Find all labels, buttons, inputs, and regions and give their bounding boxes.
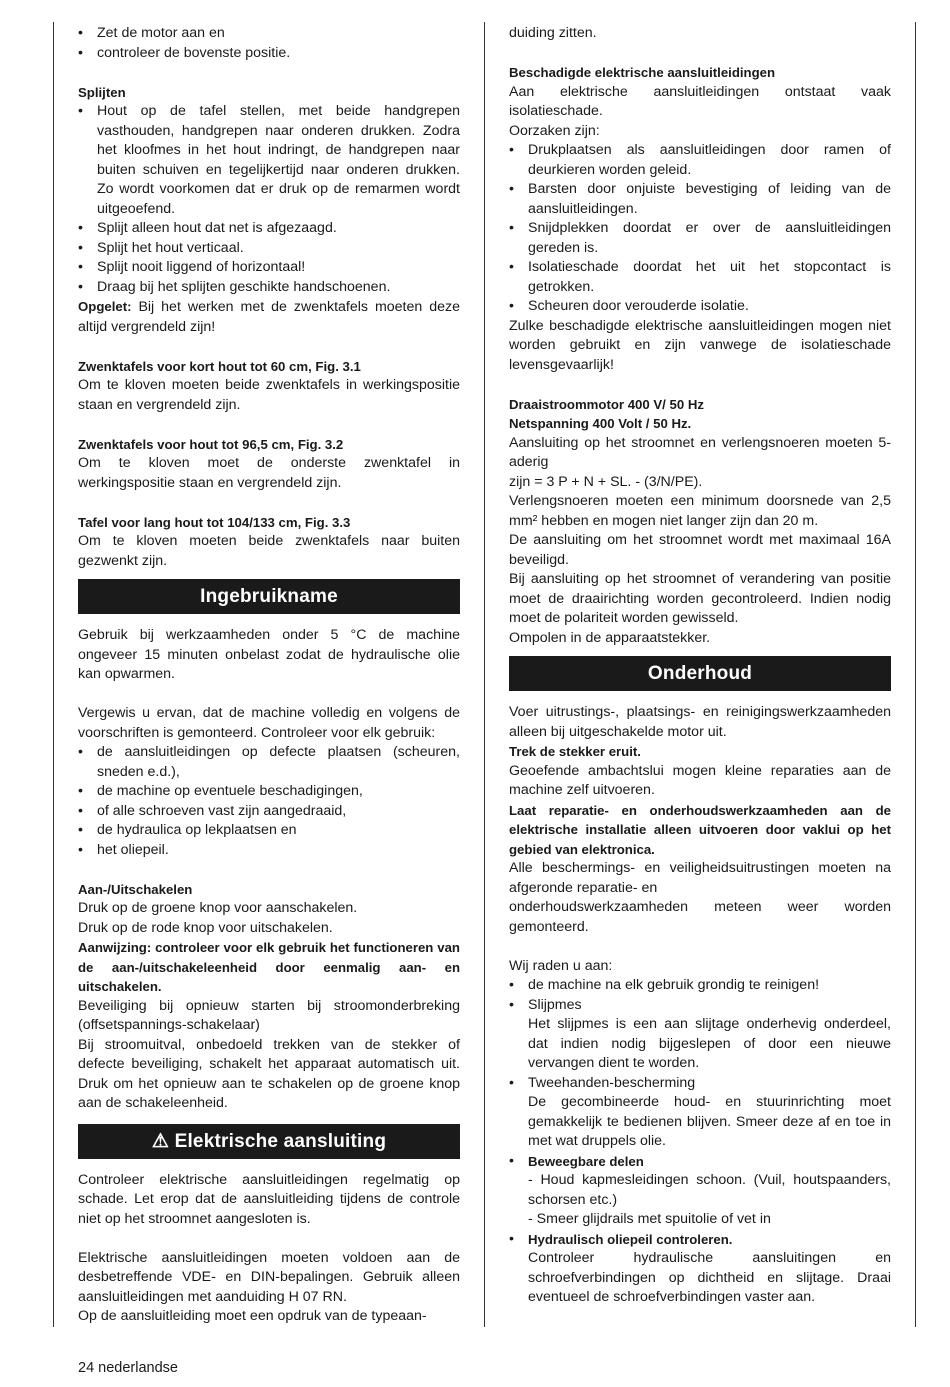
slijpmes-title: • Slijpmes <box>528 996 582 1013</box>
oorzaken-label: Oorzaken zijn: <box>509 122 600 139</box>
aan-line-1: Druk op de groene knop voor aanschakelen. <box>78 900 358 916</box>
opgelet-text: Bij het werken met de zwenktafels moeten deze altijd vergrendeld zijn! <box>78 299 460 335</box>
list-item: • Drukplaatsen als aansluitleidingen door ramen of deurkieren worden geleid. <box>509 141 891 180</box>
list-item: • of alle schroeven vast zijn aangedraaid, <box>78 802 460 822</box>
tafel-text: Om te kloven moeten beide zwenktafels naar buiten gezwenkt zijn. <box>78 533 460 569</box>
list-item <box>509 996 891 1074</box>
list-item <box>509 1074 891 1152</box>
right-column <box>509 24 891 1308</box>
left-margin-rule <box>53 22 54 1327</box>
onderhoud-paragraph-1: Voer uitrustings-, plaatsings- en reinigingswerkzaamheden alleen bij uitgeschakelde motor uit. <box>509 704 891 740</box>
ingebruikname-paragraph-2: Vergewis u ervan, dat de machine volledig en volgens de voorschriften is gemonteerd. Controleer voor elk gebruik: <box>78 705 460 741</box>
onderhoud-bold-1: Trek de stekker eruit. <box>509 744 641 759</box>
aanwijzing-note: Aanwijzing: controleer voor elk gebruik het functioneren van de aan-/uitschakeleenheid door eenmalig aan- en uitschakelen. <box>78 940 460 994</box>
draaistroom-line-3: Verlengsnoeren moeten een minimum doorsnede van 2,5 mm² hebben en mogen niet langer zijn dan 20 m. <box>509 493 891 529</box>
check-list <box>78 743 460 860</box>
splijten-heading: Splijten <box>78 84 126 100</box>
beweegbare-delen-line-2: - Smeer glijdrails met spuitolie of vet in <box>528 1211 771 1227</box>
hydraulisch-text: Controleer hydraulische aansluitingen en schroefverbindingen op dichtheid en slijtage. Draai eventueel de schroefverbindingen vaster aan. <box>528 1250 891 1305</box>
elektrische-aansluiting-banner <box>78 1124 460 1159</box>
onderhoud-paragraph-3a: Alle beschermings- en veiligheidsuitrustingen moeten na afgeronde reparatie- en <box>509 860 891 896</box>
beschadigde-heading: Beschadigde elektrische aansluitleidingen <box>509 65 776 80</box>
wij-raden-label: Wij raden u aan: <box>509 957 613 974</box>
beweegbare-delen-line-1: - Houd kapmesleidingen schoon. (Vuil, houtspaanders, schorsen etc.) <box>528 1172 891 1208</box>
column-divider-rule <box>484 22 485 1327</box>
draaistroom-heading-1: Draaistroommotor 400 V/ 50 Hz <box>509 396 704 412</box>
onderhoud-banner: Onderhoud <box>509 656 891 691</box>
list-item: • Snijdplekken doordat er over de aansluitleidingen gereden is. <box>509 219 891 258</box>
list-item: • de machine op eventuele beschadigingen, <box>78 782 460 802</box>
zwenktafel-2-text: Om te kloven moet de onderste zwenktafel in werkingspositie staan en vergrendeld zijn. <box>78 455 460 491</box>
opgelet-paragraph <box>78 297 460 337</box>
splijten-list <box>78 102 460 297</box>
list-item: • Draag bij het splijten geschikte handschoenen. <box>78 278 460 298</box>
ingebruikname-banner: Ingebruikname <box>78 579 460 614</box>
list-item: • de aansluitleidingen op defecte plaatsen (scheuren, sneden e.d.), <box>78 743 460 782</box>
list-item <box>509 1230 891 1308</box>
aan-line-2: Druk op de rode knop voor uitschakelen. <box>78 919 333 936</box>
elektrische-aansluiting-title: Elektrische aansluiting <box>174 1130 387 1152</box>
intro-list <box>78 24 460 63</box>
aan-uitschakelen-heading: Aan-/Uitschakelen <box>78 881 193 897</box>
draaistroom-line-5: Bij aansluiting op het stroomnet of verandering van positie moet de draairichting worden gecontroleerd. Indien nodig moet de polariteit worden gewisseld. <box>509 571 891 626</box>
tweehanden-title: • Tweehanden-bescherming <box>528 1074 696 1091</box>
zulke-paragraph: Zulke beschadigde elektrische aansluitleidingen mogen niet worden gebruikt en zijn vanwege de isolatieschade levensgevaarlijk! <box>509 317 891 373</box>
zwenktafel-1-text: Om te kloven moeten beide zwenktafels in werkingspositie staan en vergrendeld zijn. <box>78 377 460 413</box>
zwenktafel-2-heading: Zwenktafels voor hout tot 96,5 cm, Fig. 3.2 <box>78 436 344 452</box>
list-item: • de hydraulica op lekplaatsen en <box>78 821 460 841</box>
draaistroom-line-1: Aansluiting op het stroomnet en verlengsnoeren moeten 5-aderig <box>509 434 891 470</box>
elektrisch-paragraph-1: Controleer elektrische aansluitleidingen regelmatig op schade. Let erop dat de aansluitleiding tijdens de controle niet op het stroomnet aangesloten is. <box>78 1171 460 1227</box>
list-item: • Splijt nooit liggend of horizontaal! <box>78 258 460 278</box>
draaistroom-line-6: Ompolen in de apparaatstekker. <box>509 629 711 646</box>
elektrisch-paragraph-2: Elektrische aansluitleidingen moeten voldoen aan de desbetreffende VDE- en DIN-bepalingen. Gebruik alleen aansluitleidingen met aanduiding H 07 RN. <box>78 1249 460 1305</box>
oorzaken-list <box>509 141 891 317</box>
list-item: • Splijt het hout verticaal. <box>78 239 460 259</box>
list-item: • controleer de bovenste positie. <box>78 44 460 64</box>
list-item: • de machine na elk gebruik grondig te reinigen! <box>509 976 891 996</box>
left-column <box>78 24 460 1327</box>
advice-list <box>509 976 891 1308</box>
list-item: • Splijt alleen hout dat net is afgezaagd. <box>78 219 460 239</box>
page-footer: 24 nederlandse <box>78 1360 178 1376</box>
warning-icon: ⚠ <box>151 1130 170 1152</box>
list-item <box>509 1152 891 1230</box>
zwenktafel-1-heading: Zwenktafels voor kort hout tot 60 cm, Fig. 3.1 <box>78 358 361 374</box>
onderhoud-paragraph-3b: onderhoudswerkzaamheden meteen weer worden gemonteerd. <box>509 899 891 935</box>
list-item: • het oliepeil. <box>78 841 460 861</box>
slijpmes-text: Het slijpmes is een aan slijtage onderhevig onderdeel, dat indien nodig bijgeslepen of door een nieuwe vervangen dient te worden. <box>528 1016 891 1071</box>
list-item: • Isolatieschade doordat het uit het stopcontact is getrokken. <box>509 258 891 297</box>
draaistroom-line-2: zijn = 3 P + N + SL. - (3/N/PE). <box>509 473 703 490</box>
tafel-heading: Tafel voor lang hout tot 104/133 cm, Fig. 3.3 <box>78 514 351 530</box>
list-item: • Barsten door onjuiste bevestiging of leiding van de aansluitleidingen. <box>509 180 891 219</box>
opgelet-label: Opgelet: <box>78 299 132 314</box>
beweegbare-delen-title: • Beweegbare delen <box>528 1153 644 1169</box>
list-item: • Zet de motor aan en <box>78 24 460 44</box>
beveiliging-text: Beveiliging bij opnieuw starten bij stroomonderbreking (offsetspannings-schakelaar) <box>78 997 460 1033</box>
continued-text: duiding zitten. <box>509 25 597 41</box>
beschadigde-paragraph: Aan elektrische aansluitleidingen ontstaat vaak isolatieschade. <box>509 83 891 119</box>
elektrisch-paragraph-3: Op de aansluitleiding moet een opdruk van de typeaan- <box>78 1308 427 1324</box>
onderhoud-paragraph-2: Geoefende ambachtslui mogen kleine reparaties aan de machine zelf uitvoeren. <box>509 762 891 798</box>
list-item: • Scheuren door verouderde isolatie. <box>509 297 891 317</box>
ingebruikname-paragraph-1: Gebruik bij werkzaamheden onder 5 °C de machine ongeveer 15 minuten onbelast zodat de hydraulische olie kan opwarmen. <box>78 627 460 682</box>
list-item: • Hout op de tafel stellen, met beide handgrepen vasthouden, handgrepen naar onderen drukken. Zodra het kloofmes in het hout indringt, de handgrepen naar buiten schuiven en tegelijkertijd naar onderen drukken. Zo wordt voorkomen dat er druk op de remarmen wordt uitgeoefend. <box>78 102 460 219</box>
tweehanden-text: De gecombineerde houd- en stuurinrichting moet gemakkelijk te bedienen blijven. Smeer deze af en toe in met wat druppels olie. <box>528 1094 891 1149</box>
stroomuitval-text: Bij stroomuitval, onbedoeld trekken van de stekker of defecte beveiliging, schakelt het apparaat automatisch uit. Druk om het opnieuw aan te schakelen op de groene knop aan de schakeleenheid. <box>78 1036 460 1111</box>
hydraulisch-title: • Hydraulisch oliepeil controleren. <box>528 1231 733 1247</box>
right-margin-rule <box>915 22 916 1327</box>
onderhoud-bold-2: Laat reparatie- en onderhoudswerkzaamheden aan de elektrische installatie alleen uitvoeren door vaklui op het gebied van elektronica. <box>509 802 891 857</box>
draaistroom-line-4: De aansluiting om het stroomnet wordt met maximaal 16A beveiligd. <box>509 532 891 568</box>
draaistroom-heading-2: Netspanning 400 Volt / 50 Hz. <box>509 416 692 431</box>
